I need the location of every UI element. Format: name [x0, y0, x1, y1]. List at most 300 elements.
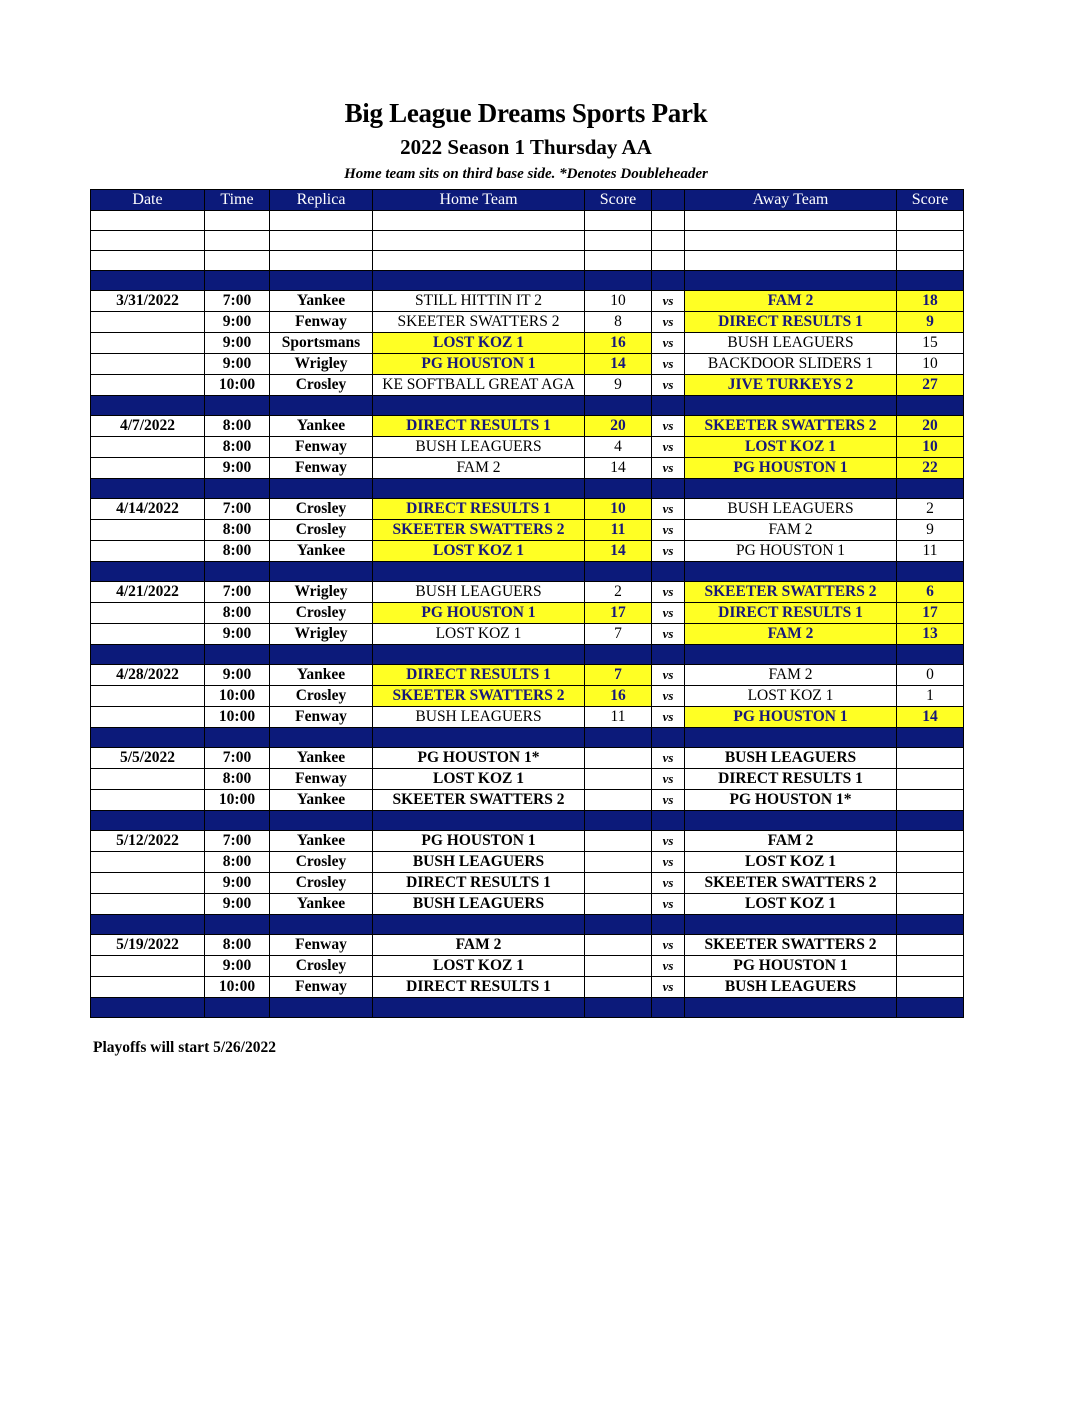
away-score: 18 — [897, 291, 964, 312]
separator-row-cell — [652, 479, 685, 499]
separator-row-cell — [91, 998, 205, 1018]
separator-row-cell — [897, 396, 964, 416]
home-score: 8 — [585, 312, 652, 333]
away-team: DIRECT RESULTS 1 — [685, 603, 897, 624]
game-date-empty — [91, 312, 205, 333]
home-team: SKEETER SWATTERS 2 — [373, 312, 585, 333]
blank-row-cell — [685, 251, 897, 271]
separator-row-cell — [685, 396, 897, 416]
game-date-empty — [91, 624, 205, 645]
game-date-empty — [91, 375, 205, 396]
game-row — [91, 603, 964, 624]
game-row — [91, 416, 964, 437]
away-score: 17 — [897, 603, 964, 624]
game-date: 3/31/2022 — [91, 291, 205, 312]
game-row — [91, 790, 964, 811]
away-team: PG HOUSTON 1 — [685, 458, 897, 479]
separator-row-cell — [652, 562, 685, 582]
away-team: LOST KOZ 1 — [685, 437, 897, 458]
away-team: FAM 2 — [685, 831, 897, 852]
home-team: KE SOFTBALL GREAT AGA — [373, 375, 585, 396]
away-team: DIRECT RESULTS 1 — [685, 769, 897, 790]
home-team: BUSH LEAGUERS — [373, 707, 585, 728]
game-field: Crosley — [270, 499, 373, 520]
separator-row-cell — [373, 396, 585, 416]
vs-label: vs — [652, 852, 685, 873]
game-date: 5/19/2022 — [91, 935, 205, 956]
game-time: 7:00 — [205, 748, 270, 769]
game-field: Fenway — [270, 437, 373, 458]
home-team: DIRECT RESULTS 1 — [373, 977, 585, 998]
separator-row — [91, 271, 964, 291]
separator-row-cell — [373, 645, 585, 665]
home-score: 16 — [585, 333, 652, 354]
game-field: Crosley — [270, 686, 373, 707]
separator-row-cell — [373, 728, 585, 748]
home-score — [585, 977, 652, 998]
game-field: Yankee — [270, 790, 373, 811]
game-time: 7:00 — [205, 582, 270, 603]
home-team: PG HOUSTON 1 — [373, 354, 585, 375]
game-time: 8:00 — [205, 603, 270, 624]
game-date: 4/21/2022 — [91, 582, 205, 603]
away-score — [897, 873, 964, 894]
game-row — [91, 520, 964, 541]
away-team: PG HOUSTON 1* — [685, 790, 897, 811]
away-team: FAM 2 — [685, 291, 897, 312]
home-score: 14 — [585, 541, 652, 562]
game-field: Crosley — [270, 520, 373, 541]
away-score: 27 — [897, 375, 964, 396]
away-score — [897, 831, 964, 852]
blank-row-cell — [91, 231, 205, 251]
home-score: 2 — [585, 582, 652, 603]
home-score — [585, 831, 652, 852]
doubleheader-note: Home team sits on third base side. *Denotes Doubleheader — [344, 166, 708, 182]
game-time: 9:00 — [205, 333, 270, 354]
column-header-time: Time — [205, 190, 270, 211]
separator-row-cell — [585, 811, 652, 831]
game-date-empty — [91, 873, 205, 894]
game-date: 5/12/2022 — [91, 831, 205, 852]
game-field: Yankee — [270, 831, 373, 852]
game-time: 10:00 — [205, 707, 270, 728]
home-team: PG HOUSTON 1 — [373, 831, 585, 852]
separator-row-cell — [270, 479, 373, 499]
away-team: LOST KOZ 1 — [685, 894, 897, 915]
separator-row-cell — [373, 998, 585, 1018]
away-team: BUSH LEAGUERS — [685, 499, 897, 520]
game-field: Fenway — [270, 977, 373, 998]
game-field: Wrigley — [270, 582, 373, 603]
vs-label: vs — [652, 977, 685, 998]
separator-row-cell — [685, 479, 897, 499]
separator-row-cell — [585, 562, 652, 582]
game-field: Fenway — [270, 935, 373, 956]
home-score — [585, 790, 652, 811]
home-team: DIRECT RESULTS 1 — [373, 499, 585, 520]
blank-row-cell — [270, 211, 373, 231]
game-row — [91, 873, 964, 894]
separator-row-cell — [685, 998, 897, 1018]
game-field: Yankee — [270, 416, 373, 437]
game-row — [91, 458, 964, 479]
blank-row-cell — [373, 231, 585, 251]
game-row — [91, 624, 964, 645]
separator-row-cell — [205, 396, 270, 416]
blank-row — [91, 231, 964, 251]
game-date-empty — [91, 333, 205, 354]
blank-row — [91, 211, 964, 231]
separator-row-cell — [897, 562, 964, 582]
separator-row-cell — [685, 915, 897, 935]
home-team: SKEETER SWATTERS 2 — [373, 686, 585, 707]
home-score — [585, 852, 652, 873]
separator-row-cell — [205, 479, 270, 499]
home-team: BUSH LEAGUERS — [373, 582, 585, 603]
away-score: 14 — [897, 707, 964, 728]
separator-row-cell — [270, 998, 373, 1018]
game-field: Fenway — [270, 707, 373, 728]
away-team: FAM 2 — [685, 624, 897, 645]
game-field: Crosley — [270, 375, 373, 396]
game-time: 9:00 — [205, 873, 270, 894]
game-date-empty — [91, 707, 205, 728]
separator-row — [91, 811, 964, 831]
blank-row-cell — [205, 251, 270, 271]
separator-row-cell — [652, 811, 685, 831]
separator-row-cell — [91, 271, 205, 291]
vs-label: vs — [652, 499, 685, 520]
away-team: BUSH LEAGUERS — [685, 333, 897, 354]
separator-row-cell — [91, 728, 205, 748]
blank-row-cell — [897, 211, 964, 231]
separator-row-cell — [205, 271, 270, 291]
separator-row-cell — [652, 645, 685, 665]
home-team: STILL HITTIN IT 2 — [373, 291, 585, 312]
game-date-empty — [91, 977, 205, 998]
game-row — [91, 541, 964, 562]
home-team: LOST KOZ 1 — [373, 541, 585, 562]
away-score: 11 — [897, 541, 964, 562]
game-time: 10:00 — [205, 790, 270, 811]
vs-label: vs — [652, 665, 685, 686]
home-team: LOST KOZ 1 — [373, 333, 585, 354]
away-score: 0 — [897, 665, 964, 686]
vs-label: vs — [652, 333, 685, 354]
game-time: 9:00 — [205, 894, 270, 915]
vs-label: vs — [652, 291, 685, 312]
blank-row-cell — [205, 231, 270, 251]
home-team: LOST KOZ 1 — [373, 769, 585, 790]
game-time: 8:00 — [205, 852, 270, 873]
separator-row-cell — [585, 728, 652, 748]
away-score: 1 — [897, 686, 964, 707]
away-team: PG HOUSTON 1 — [685, 707, 897, 728]
away-team: BUSH LEAGUERS — [685, 977, 897, 998]
away-score: 10 — [897, 437, 964, 458]
away-team: SKEETER SWATTERS 2 — [685, 873, 897, 894]
game-time: 9:00 — [205, 665, 270, 686]
separator-row-cell — [270, 271, 373, 291]
blank-row-cell — [897, 251, 964, 271]
game-field: Yankee — [270, 894, 373, 915]
away-team: FAM 2 — [685, 520, 897, 541]
game-row — [91, 354, 964, 375]
away-team: SKEETER SWATTERS 2 — [685, 935, 897, 956]
game-row — [91, 894, 964, 915]
home-score: 10 — [585, 499, 652, 520]
vs-label: vs — [652, 956, 685, 977]
separator-row-cell — [897, 998, 964, 1018]
vs-label: vs — [652, 831, 685, 852]
vs-label: vs — [652, 873, 685, 894]
home-team: BUSH LEAGUERS — [373, 852, 585, 873]
separator-row-cell — [373, 479, 585, 499]
game-field: Crosley — [270, 956, 373, 977]
separator-row-cell — [652, 998, 685, 1018]
game-time: 9:00 — [205, 354, 270, 375]
game-date-empty — [91, 852, 205, 873]
vs-label: vs — [652, 437, 685, 458]
home-team: PG HOUSTON 1* — [373, 748, 585, 769]
vs-label: vs — [652, 603, 685, 624]
separator-row-cell — [91, 396, 205, 416]
separator-row-cell — [585, 479, 652, 499]
away-score: 13 — [897, 624, 964, 645]
home-team: SKEETER SWATTERS 2 — [373, 790, 585, 811]
home-team: FAM 2 — [373, 458, 585, 479]
separator-row-cell — [270, 915, 373, 935]
separator-row-cell — [205, 998, 270, 1018]
blank-row-cell — [897, 231, 964, 251]
game-row — [91, 935, 964, 956]
game-field: Crosley — [270, 873, 373, 894]
separator-row-cell — [897, 645, 964, 665]
home-team: FAM 2 — [373, 935, 585, 956]
game-time: 9:00 — [205, 956, 270, 977]
game-row — [91, 707, 964, 728]
column-header-away-score: Score — [897, 190, 964, 211]
separator-row-cell — [270, 728, 373, 748]
game-row — [91, 831, 964, 852]
separator-row-cell — [91, 811, 205, 831]
away-team: SKEETER SWATTERS 2 — [685, 582, 897, 603]
game-time: 8:00 — [205, 416, 270, 437]
separator-row-cell — [897, 811, 964, 831]
separator-row-cell — [585, 396, 652, 416]
separator-row-cell — [205, 728, 270, 748]
home-team: SKEETER SWATTERS 2 — [373, 520, 585, 541]
blank-row-cell — [205, 211, 270, 231]
away-score — [897, 956, 964, 977]
separator-row-cell — [205, 645, 270, 665]
home-score: 11 — [585, 520, 652, 541]
separator-row — [91, 479, 964, 499]
separator-row — [91, 396, 964, 416]
away-team: LOST KOZ 1 — [685, 852, 897, 873]
game-date-empty — [91, 437, 205, 458]
separator-row-cell — [652, 396, 685, 416]
home-score: 14 — [585, 354, 652, 375]
separator-row-cell — [685, 645, 897, 665]
game-row — [91, 686, 964, 707]
away-score — [897, 852, 964, 873]
game-field: Crosley — [270, 852, 373, 873]
home-score — [585, 769, 652, 790]
game-row — [91, 333, 964, 354]
away-score: 20 — [897, 416, 964, 437]
game-date-empty — [91, 541, 205, 562]
away-score — [897, 790, 964, 811]
vs-label: vs — [652, 748, 685, 769]
separator-row-cell — [652, 915, 685, 935]
separator-row-cell — [205, 915, 270, 935]
game-date: 5/5/2022 — [91, 748, 205, 769]
separator-row-cell — [373, 811, 585, 831]
blank-row-cell — [652, 211, 685, 231]
column-header-home-score: Score — [585, 190, 652, 211]
game-row — [91, 977, 964, 998]
column-header-date: Date — [91, 190, 205, 211]
separator-row-cell — [205, 562, 270, 582]
header-row — [91, 190, 964, 211]
home-team: BUSH LEAGUERS — [373, 437, 585, 458]
vs-label: vs — [652, 458, 685, 479]
game-date-empty — [91, 686, 205, 707]
game-field: Yankee — [270, 541, 373, 562]
separator-row-cell — [897, 915, 964, 935]
separator-row-cell — [91, 645, 205, 665]
separator-row-cell — [91, 562, 205, 582]
separator-row — [91, 728, 964, 748]
separator-row-cell — [897, 271, 964, 291]
home-score — [585, 894, 652, 915]
separator-row-cell — [373, 915, 585, 935]
game-field: Fenway — [270, 458, 373, 479]
home-score: 7 — [585, 624, 652, 645]
game-date-empty — [91, 769, 205, 790]
game-row — [91, 665, 964, 686]
separator-row-cell — [685, 562, 897, 582]
away-score: 6 — [897, 582, 964, 603]
game-time: 10:00 — [205, 375, 270, 396]
game-field: Sportsmans — [270, 333, 373, 354]
game-time: 10:00 — [205, 977, 270, 998]
vs-label: vs — [652, 686, 685, 707]
home-score — [585, 935, 652, 956]
blank-row-cell — [373, 251, 585, 271]
vs-label: vs — [652, 520, 685, 541]
home-team: DIRECT RESULTS 1 — [373, 665, 585, 686]
away-score — [897, 894, 964, 915]
vs-label: vs — [652, 769, 685, 790]
home-score: 14 — [585, 458, 652, 479]
game-date-empty — [91, 520, 205, 541]
blank-row-cell — [652, 251, 685, 271]
home-team: BUSH LEAGUERS — [373, 894, 585, 915]
separator-row-cell — [585, 645, 652, 665]
game-time: 7:00 — [205, 291, 270, 312]
blank-row-cell — [91, 251, 205, 271]
away-score: 9 — [897, 312, 964, 333]
home-score: 20 — [585, 416, 652, 437]
game-row — [91, 956, 964, 977]
blank-row-cell — [270, 231, 373, 251]
game-date-empty — [91, 894, 205, 915]
game-row — [91, 375, 964, 396]
schedule-table — [90, 189, 964, 1018]
blank-row-cell — [685, 211, 897, 231]
separator-row-cell — [685, 728, 897, 748]
blank-row-cell — [270, 251, 373, 271]
game-field: Wrigley — [270, 624, 373, 645]
vs-label: vs — [652, 312, 685, 333]
game-time: 7:00 — [205, 499, 270, 520]
separator-row-cell — [685, 271, 897, 291]
column-header-home-team: Home Team — [373, 190, 585, 211]
separator-row-cell — [205, 811, 270, 831]
home-team: DIRECT RESULTS 1 — [373, 416, 585, 437]
blank-row-cell — [373, 211, 585, 231]
vs-label: vs — [652, 790, 685, 811]
separator-row-cell — [685, 811, 897, 831]
home-score: 17 — [585, 603, 652, 624]
away-team: SKEETER SWATTERS 2 — [685, 416, 897, 437]
separator-row-cell — [585, 998, 652, 1018]
vs-label: vs — [652, 375, 685, 396]
game-field: Wrigley — [270, 354, 373, 375]
blank-row-cell — [652, 231, 685, 251]
home-score — [585, 748, 652, 769]
home-score: 9 — [585, 375, 652, 396]
column-header-away-team: Away Team — [685, 190, 897, 211]
game-date: 4/7/2022 — [91, 416, 205, 437]
separator-row-cell — [270, 562, 373, 582]
home-team: PG HOUSTON 1 — [373, 603, 585, 624]
home-score: 4 — [585, 437, 652, 458]
playoffs-note: Playoffs will start 5/26/2022 — [93, 1039, 276, 1056]
game-row — [91, 312, 964, 333]
away-team: LOST KOZ 1 — [685, 686, 897, 707]
game-date-empty — [91, 956, 205, 977]
separator-row-cell — [270, 811, 373, 831]
separator-row-cell — [373, 271, 585, 291]
game-field: Yankee — [270, 291, 373, 312]
separator-row-cell — [897, 728, 964, 748]
game-time: 8:00 — [205, 437, 270, 458]
separator-row-cell — [373, 562, 585, 582]
separator-row-cell — [91, 915, 205, 935]
game-field: Crosley — [270, 603, 373, 624]
home-score: 10 — [585, 291, 652, 312]
game-time: 9:00 — [205, 624, 270, 645]
game-time: 8:00 — [205, 520, 270, 541]
game-time: 9:00 — [205, 458, 270, 479]
away-score — [897, 977, 964, 998]
away-score — [897, 935, 964, 956]
game-date-empty — [91, 458, 205, 479]
game-row — [91, 291, 964, 312]
game-row — [91, 582, 964, 603]
home-score: 11 — [585, 707, 652, 728]
away-team: PG HOUSTON 1 — [685, 541, 897, 562]
vs-label: vs — [652, 541, 685, 562]
game-time: 9:00 — [205, 312, 270, 333]
blank-row-cell — [91, 211, 205, 231]
away-team: JIVE TURKEYS 2 — [685, 375, 897, 396]
separator-row-cell — [585, 915, 652, 935]
